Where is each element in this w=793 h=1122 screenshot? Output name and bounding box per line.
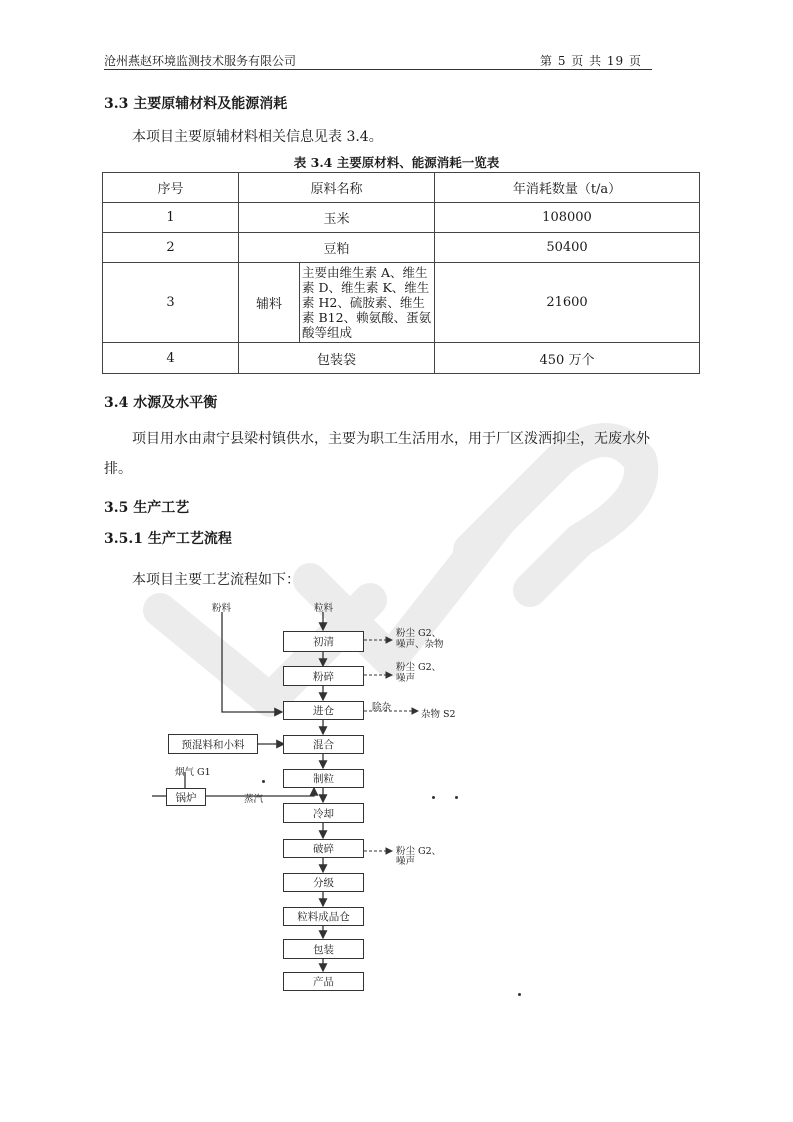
- header-page-number: 第 5 页 共 19 页: [540, 54, 642, 68]
- col-header-qty: 年消耗数量（t/a）: [435, 173, 700, 203]
- flow-input-powder: 粉料: [212, 603, 232, 614]
- section-3-4-paragraph: 项目用水由肃宁县梁村镇供水，主要为职工生活用水，用于厂区泼洒抑尘，无废水外排。: [104, 431, 650, 477]
- flow-input-pellet: 粒料: [314, 603, 334, 614]
- table-row: [103, 233, 700, 263]
- section-3-5-title: 3.5 生产工艺: [104, 500, 190, 516]
- flow-step-finished-pellet-bin: 粒料成品仓: [283, 907, 364, 926]
- table-header-row: [103, 173, 700, 203]
- flow-step-cooling: 冷却: [283, 803, 364, 823]
- flow-step-mixing: 混合: [283, 735, 364, 754]
- table-row: [103, 343, 700, 374]
- scan-speck: [518, 993, 521, 996]
- flow-steam: 蒸汽: [244, 794, 264, 805]
- cell-no: 4: [103, 343, 239, 374]
- materials-table: [102, 172, 700, 374]
- cell-name-category: 辅料: [239, 263, 300, 343]
- section-3-5-1-intro: 本项目主要工艺流程如下：: [132, 572, 300, 588]
- flow-output-1a: 粉尘 G2、: [396, 628, 442, 639]
- cell-qty: 21600: [435, 263, 700, 343]
- flow-flue-gas: 烟气 G1: [175, 767, 211, 778]
- flow-step-crushing: 破碎: [283, 839, 364, 858]
- section-3-3-intro: 本项目主要原辅材料相关信息见表 3.4。: [132, 129, 383, 145]
- flow-output-3-label: 除杂: [372, 702, 392, 713]
- flow-step-pelleting: 制粒: [283, 769, 364, 788]
- scan-speck: [262, 780, 265, 783]
- cell-qty: 50400: [435, 233, 700, 263]
- flow-output-3: 杂物 S2: [421, 709, 456, 720]
- flow-output-1b: 噪声、杂物: [396, 639, 444, 650]
- cell-name-detail: 主要由维生素 A、维生素 D、维生素 K、维生素 H2、硫胺素、维生素 B12、赖氨酸、蛋氨酸等组成: [300, 263, 435, 343]
- cell-qty: 108000: [435, 203, 700, 233]
- cell-name: 包装袋: [239, 343, 435, 374]
- flow-step-grinding: 粉碎: [283, 666, 364, 686]
- table-row: [103, 263, 700, 343]
- col-header-name: 原料名称: [239, 173, 435, 203]
- flow-step-initial-cleaning: 初清: [283, 631, 364, 652]
- flow-output-2b: 噪声: [396, 673, 416, 684]
- flow-output-2a: 粉尘 G2、: [396, 662, 442, 673]
- table-row: [103, 203, 700, 233]
- flow-premix-box: 预混料和小料: [168, 734, 258, 754]
- scan-speck: [432, 796, 435, 799]
- cell-no: 2: [103, 233, 239, 263]
- table-caption: 表 3.4 主要原材料、能源消耗一览表: [293, 155, 500, 170]
- cell-no: 1: [103, 203, 239, 233]
- cell-name: 玉米: [239, 203, 435, 233]
- section-3-5-1-title: 3.5.1 生产工艺流程: [104, 531, 232, 547]
- cell-name: 豆粕: [239, 233, 435, 263]
- flow-step-binning: 进仓: [283, 701, 364, 720]
- flow-step-grading: 分级: [283, 873, 364, 892]
- flow-step-packing: 包装: [283, 939, 364, 959]
- flow-step-product: 产品: [283, 972, 364, 991]
- flow-output-4b: 噪声: [396, 856, 416, 867]
- scan-speck: [455, 796, 458, 799]
- cell-no: 3: [103, 263, 239, 343]
- col-header-no: 序号: [103, 173, 239, 203]
- section-3-3-title: 3.3 主要原辅材料及能源消耗: [104, 96, 288, 112]
- flow-output-4a: 粉尘 G2、: [396, 846, 442, 857]
- flow-boiler-box: 锅炉: [166, 788, 206, 806]
- cell-qty: 450 万个: [435, 343, 700, 374]
- header-company: 沧州燕赵环境监测技术服务有限公司: [104, 54, 297, 68]
- header-rule: [104, 69, 652, 70]
- section-3-4-title: 3.4 水源及水平衡: [104, 395, 218, 411]
